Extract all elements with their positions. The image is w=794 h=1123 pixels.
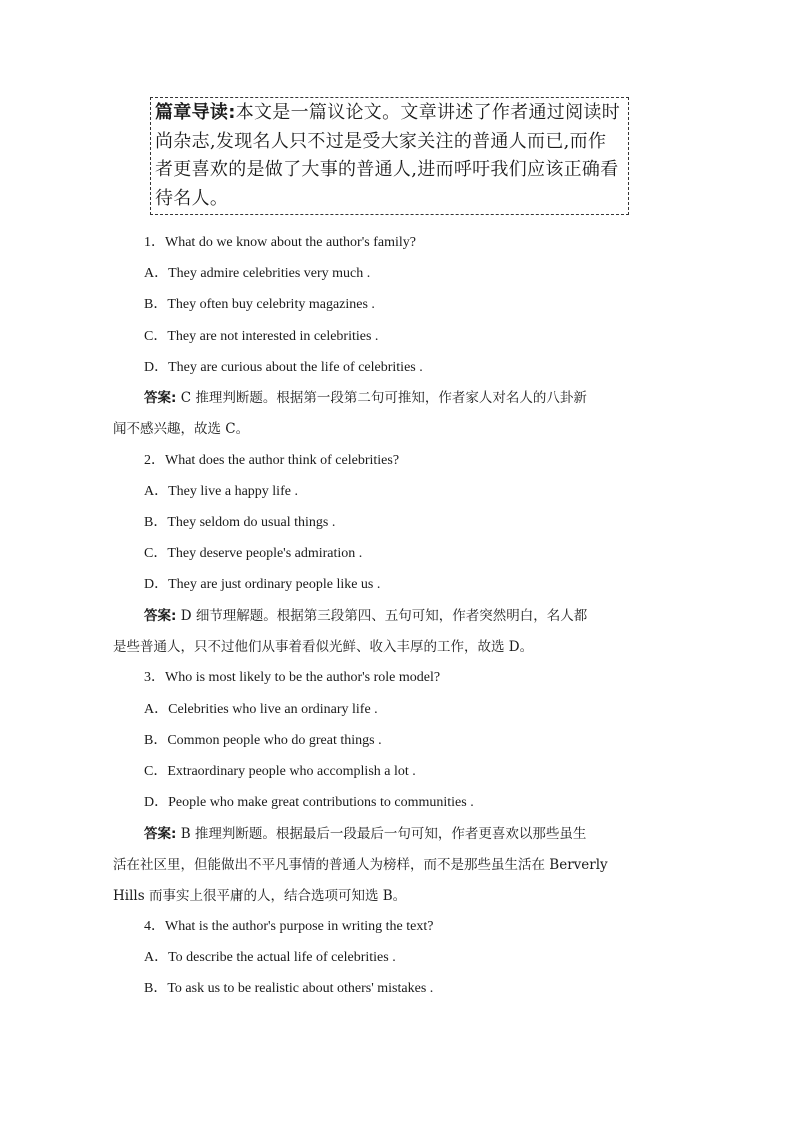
q3-answer-cont-2: Hills 而事实上很平庸的人，结合选项可知选 B。	[113, 888, 407, 904]
q1-option-c: C．They are not interested in celebrities .	[144, 329, 379, 344]
question-2: 2．What does the author think of celebrities?	[144, 453, 400, 468]
q2-answer	[144, 604, 587, 624]
q3-answer-label: 答案:	[144, 826, 177, 842]
chapter-guide-box	[150, 97, 629, 215]
q3-option-a: A．Celebrities who live an ordinary life .	[144, 702, 378, 717]
q4-option-b: B．To ask us to be realistic about others' mistakes .	[144, 981, 434, 996]
q2-answer-cont: 是些普通人，只不过他们从事着看似光鲜、收入丰厚的工作，故选 D。	[113, 639, 534, 655]
q3-answer	[144, 822, 586, 842]
q1-option-b: B．They often buy celebrity magazines .	[144, 297, 375, 312]
q3-option-d: D．People who make great contributions to communities .	[144, 795, 474, 810]
q1-option-d: D．They are curious about the life of celebrities .	[144, 360, 423, 375]
q2-option-c: C．They deserve people's admiration .	[144, 546, 363, 561]
q2-option-d: D．They are just ordinary people like us .	[144, 577, 381, 592]
q1-answer	[144, 386, 587, 406]
q3-answer-cont: 活在社区里，但能做出不平凡事情的普通人为榜样，而不是那些虽生活在 Berverly	[113, 857, 608, 873]
q2-option-b: B．They seldom do usual things .	[144, 515, 336, 530]
q1-option-a: A．They admire celebrities very much .	[144, 266, 371, 281]
q2-answer-text: D 细节理解题。根据第三段第四、五句可知，作者突然明白，名人都	[176, 608, 588, 624]
q4-option-a: A．To describe the actual life of celebrities .	[144, 950, 396, 965]
q2-answer-label: 答案:	[144, 608, 177, 624]
q1-answer-cont: 闻不感兴趣，故选 C。	[113, 421, 250, 437]
chapter-guide-text: 本文是一篇议论文。文章讲述了作者通过阅读时尚杂志,发现名人只不过是受大家关注的普通人而已,而作者更喜欢的是做了大事的普通人,进而呼吁我们应该正确看待名人。	[155, 102, 621, 209]
chapter-guide-label: 篇章导读:	[155, 102, 236, 123]
q1-answer-label: 答案:	[144, 390, 177, 406]
q3-option-b: B．Common people who do great things .	[144, 733, 382, 748]
question-1: 1．What do we know about the author's family?	[144, 235, 416, 250]
q1-answer-text: C 推理判断题。根据第一段第二句可推知，作者家人对名人的八卦新	[176, 390, 587, 406]
question-3: 3．Who is most likely to be the author's role model?	[144, 670, 441, 685]
question-4: 4．What is the author's purpose in writing the text?	[144, 919, 434, 934]
q3-answer-text: B 推理判断题。根据最后一段最后一句可知，作者更喜欢以那些虽生	[176, 826, 587, 842]
q2-option-a: A．They live a happy life .	[144, 484, 298, 499]
q3-option-c: C．Extraordinary people who accomplish a lot .	[144, 764, 416, 779]
